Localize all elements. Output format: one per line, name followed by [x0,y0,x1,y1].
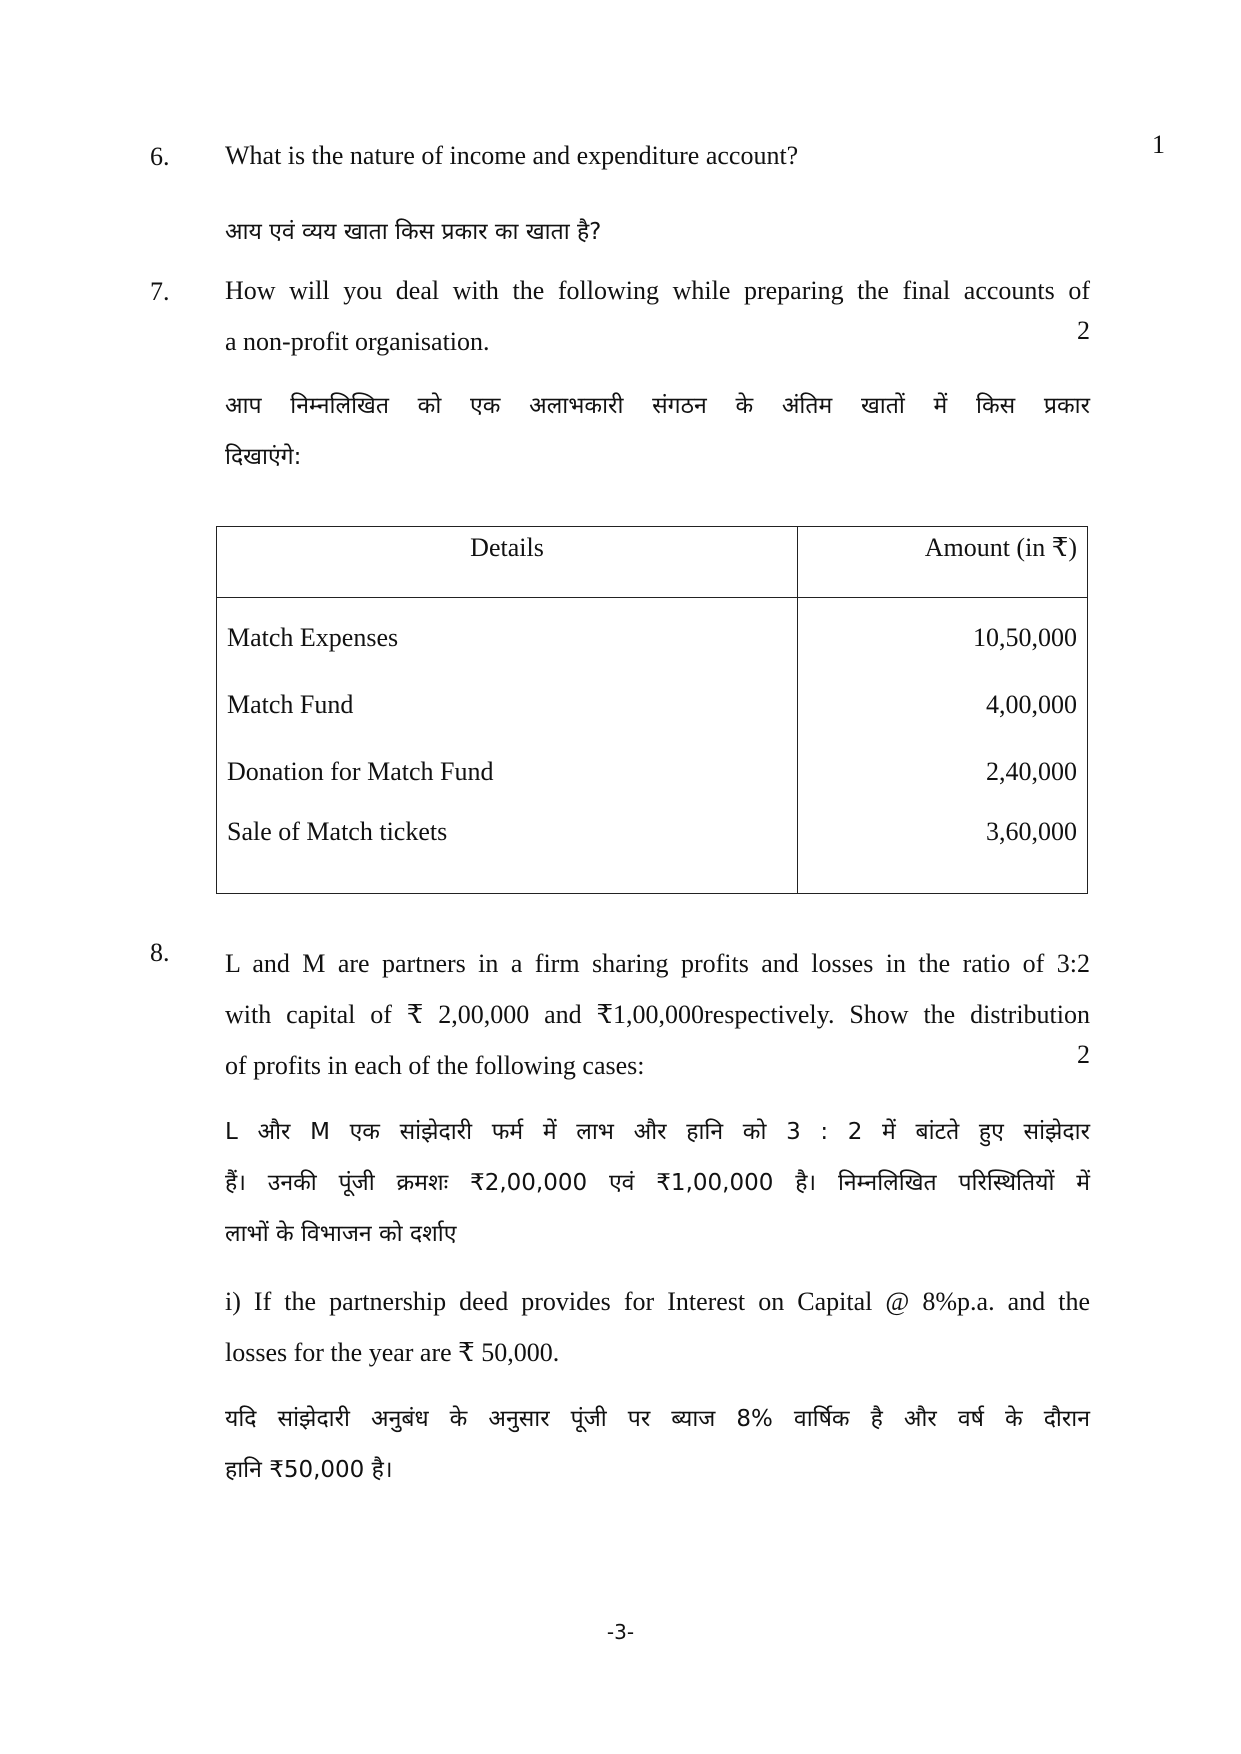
question-text-en: with capital of ₹ 2,00,000 and ₹1,00,000respectively. Show the distribution [225,1000,1090,1029]
question-text-en: What is the nature of income and expenditure account? [225,141,799,170]
table-header-details: Details [217,527,798,598]
question-body [225,130,1165,258]
row-detail: Match Fund [217,671,798,738]
question-text-en: L and M are partners in a firm sharing profits and losses in the ratio of 3:2 [225,949,1090,978]
row-detail: Match Expenses [217,598,798,672]
case-i-text-en: i) If the partnership deed provides for Interest on Capital @ 8%p.a. and the [225,1287,1090,1316]
row-detail: Donation for Match Fund [217,738,798,805]
case-i-text-hi: यदि सांझेदारी अनुबंध के अनुसार पूंजी पर ब्याज 8% वार्षिक है और वर्ष के दौरान [225,1406,1090,1432]
question-text-hi: लाभों के विभाजन को दर्शाए [225,1221,457,1247]
table-row [217,805,1088,894]
question-number: 7. [150,277,170,306]
table-row [217,738,1088,805]
case-i-text-en: losses for the year are ₹ 50,000. [225,1338,560,1367]
question-text-en: a non-profit organisation. [225,327,490,356]
table-header-amount: Amount (in ₹) [798,527,1088,598]
marks: 1 [1152,130,1165,159]
table-row [217,671,1088,738]
row-amount: 10,50,000 [798,598,1088,672]
table-row [217,598,1088,672]
page-number: -3- [606,1620,635,1644]
question-number: 8. [150,938,170,967]
question-body [225,938,1090,1496]
question-text-hi: L और M एक सांझेदारी फर्म में लाभ और हानि को 3 : 2 में बांटते हुए सांझेदार [225,1119,1090,1145]
question-text-hi: आय एवं व्यय खाता किस प्रकार का खाता है? [225,219,602,245]
marks: 2 [1077,316,1090,345]
question-number: 6. [150,142,170,171]
question-body [225,265,1090,483]
row-amount: 2,40,000 [798,738,1088,805]
question-text-hi: हैं। उनकी पूंजी क्रमशः ₹2,00,000 एवं ₹1,00,000 है। निम्नलिखित परिस्थितियों में [225,1170,1090,1196]
marks: 2 [1077,1040,1090,1069]
question-text-hi: दिखाएंगे: [225,444,302,470]
question-text-en: How will you deal with the following while preparing the final accounts of [225,276,1090,305]
row-detail: Sale of Match tickets [217,805,798,894]
amounts-table [216,526,1088,894]
case-i-text-hi: हानि ₹50,000 है। [225,1457,393,1483]
question-text-en: of profits in each of the following cases: [225,1051,645,1080]
question-text-hi: आप निम्नलिखित को एक अलाभकारी संगठन के अंतिम खातों में किस प्रकार [225,393,1090,419]
row-amount: 3,60,000 [798,805,1088,894]
row-amount: 4,00,000 [798,671,1088,738]
